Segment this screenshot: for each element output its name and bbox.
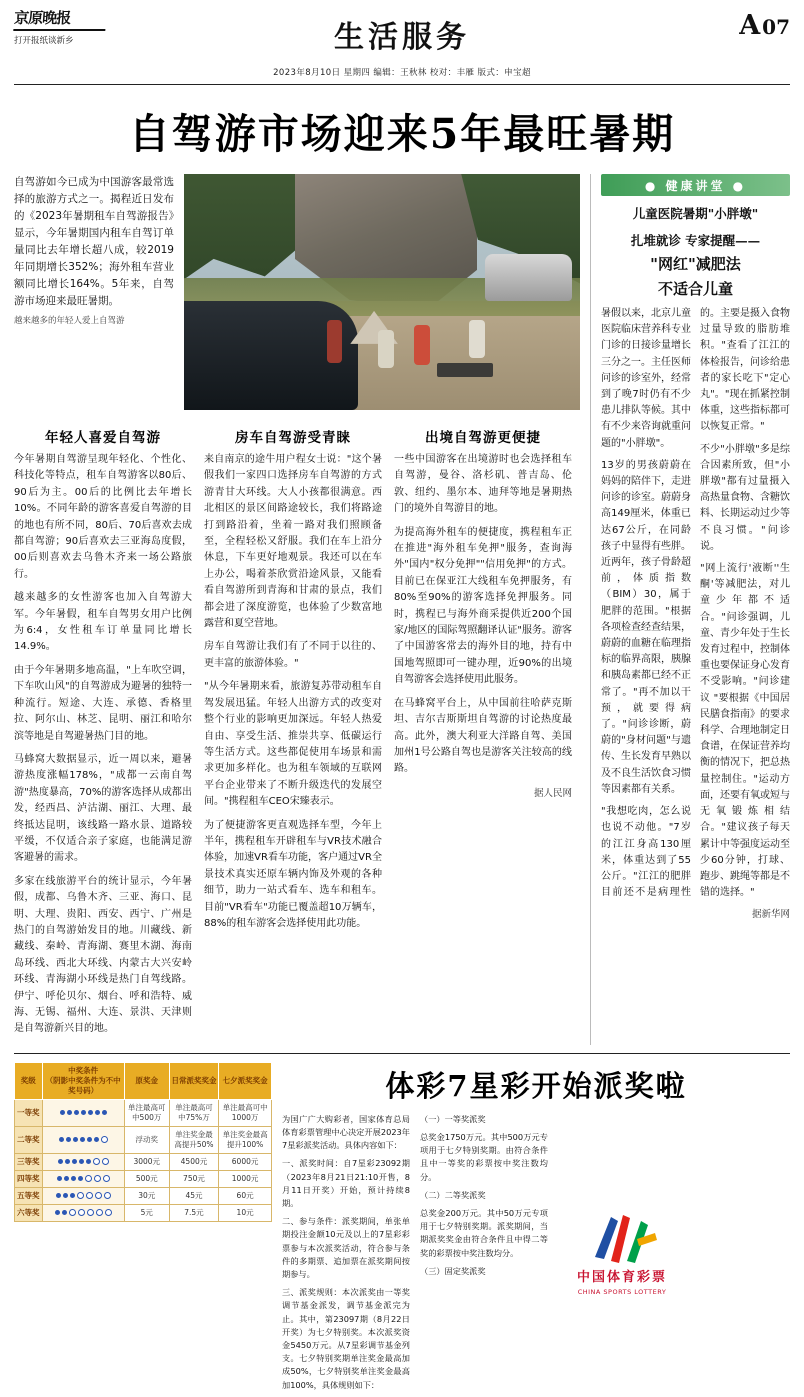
lottery-headline: 体彩7星彩开始派奖啦 <box>385 1068 687 1103</box>
condition-dot <box>62 1210 67 1215</box>
article-column-3 <box>394 420 572 1045</box>
logo-subtitle: 打开报纸谈新乡 <box>14 36 74 46</box>
prize-original: 3000元 <box>124 1153 169 1170</box>
prize-table-wrap <box>14 1062 272 1397</box>
prize-level: 六等奖 <box>15 1204 43 1221</box>
section-title: 生活服务 <box>334 20 470 55</box>
paragraph: 一些中国游客在出境游时也会选择租车自驾游，曼谷、洛杉矶、普吉岛、伦敦、纽约、墨尔本、迪拜等地是暑期热门的境外自驾游目的地。 <box>394 454 572 515</box>
condition-dot <box>101 1136 108 1143</box>
condition-dot <box>88 1110 93 1115</box>
paragraph: 来自南京的途牛用户程女士说："这个暑假我们一家四口选择房车自驾游的方式游青甘大环线。大人小孩都很满意。西北相区的景区间路途较长，我们将路途打到路沿着，坐着一路对我们照顾备至，全程轻松又舒服。我们在车上沿分休息，下车更好地观景。我还可以在车上办公，喝着茶欣赏沿途风景，又能看看自驾游所到青海和甘肃的景点，我们都会进了深度游览，也体验了少数富地露营和夏空营地。 <box>204 454 382 630</box>
page-headline: 自驾游市场迎来5年最旺暑期 <box>128 110 676 158</box>
paragraph: 13岁的男孩蔚蔚在妈妈的陪伴下，走进问诊的诊室。蔚蔚身高149厘米，体重已达67公斤，在同龄孩子中显得有些胖。近两年，孩子骨龄超前，体质指数（BIM）30，属于肥胖的范围。"根据各项检查经查结果，蔚蔚的血糖在临理指标的临界高限，胰腺和胰岛素都已经不正常了。"再不加以干预，就要得病了。"问诊诊断，蔚蔚的"身材问题"与遗传、生长发育早熟以及不良生活饮食习惯等因素都有关系。 <box>601 459 691 795</box>
condition-dot <box>102 1110 107 1115</box>
condition-dot <box>79 1159 84 1164</box>
condition-dot <box>55 1210 60 1215</box>
condition-dot <box>93 1158 100 1165</box>
paragraph: 为国广广大购彩者，国家体育总局体育彩票管理中心决定开展2023年7星彩派奖活动。具体内容如下： <box>282 1113 410 1151</box>
prize-condition <box>42 1153 124 1170</box>
paragraph: 二、参与条件：派奖期间，单张单期投注金额10元及以上的7星彩彩票参与本次派奖活动，符合参与条件的多期票、追加票在派奖期间按期参与。 <box>282 1216 410 1280</box>
paragraph: （一）一等奖派奖 <box>420 1113 486 1124</box>
condition-dot <box>56 1193 61 1198</box>
paragraph: （二）二等奖派奖 <box>420 1189 486 1200</box>
table-row <box>15 1099 272 1126</box>
lead-block <box>14 174 580 410</box>
lottery-right <box>282 1062 790 1397</box>
health-source: 据新华网 <box>751 909 790 921</box>
article-column-1 <box>14 420 192 1045</box>
prize-level: 二等奖 <box>15 1126 43 1153</box>
condition-dot <box>96 1209 103 1216</box>
condition-dot <box>58 1159 63 1164</box>
condition-dot <box>87 1209 94 1216</box>
masthead <box>14 10 790 64</box>
prize-qixi: 10元 <box>219 1204 272 1221</box>
condition-dot <box>60 1110 65 1115</box>
subhead-1: 年轻人喜爱自驾游 <box>45 430 161 446</box>
table-row <box>15 1187 272 1204</box>
paragraph: 为提高海外租车的便捷度，携程租车正在推进"海外租车免押"服务，查询海外"国内"权分免押""信用免押"的方式。目前已在保亚江大线租车免押服务，有80%至90%的游客选择免押服务。同时，携程已与海外商采提供近200个国家/地区的国际驾照翻译认证"服务。游客了中国游客常去的海外目的地，持有中国地驾照即可一键办理，近90%的出境自驾游客会选择使用此服务。 <box>394 526 572 686</box>
paragraph: 不少"小胖墩"多是综合因素所致，但"小胖墩"都有过量摄入高热量食物、含糖饮料、长期运动过少等不良习惯。"问诊说。 <box>700 443 790 552</box>
condition-dot <box>78 1209 85 1216</box>
condition-dot <box>72 1159 77 1164</box>
health-subhead-2: 扎堆就诊 专家提醒—— <box>630 233 761 248</box>
prize-original: 浮动奖 <box>124 1126 169 1153</box>
paragraph: "网上流行'液断''生酮'等减肥法，对儿童少年都不适合。"问诊强调，儿童、青少年处于生长发育过程中，控制体重也要保证身心发育不受影响。"问诊建议 "要根据《中国居民膳食指南》的要求科学、合理地制定日食谱，在保证营养均衡的情况下，把总热量控制住。"运动方面，还要有氧或短与无氧锻炼相结合。"建议孩子每天累计中等强度运动至少60分钟，打球、跑步、跳绳等都是不错的选择。" <box>700 563 790 899</box>
issue-byline: 2023年8月10日 星期四 编辑：王秋林 校对：丰雁 版式：申宝超 <box>273 68 531 78</box>
th-original: 原奖金 <box>124 1062 169 1099</box>
page-letter: A <box>739 10 761 41</box>
prize-qixi: 6000元 <box>219 1153 272 1170</box>
left-zone <box>14 174 580 1045</box>
lottery-columns <box>282 1113 790 1397</box>
prize-condition <box>42 1204 124 1221</box>
paragraph: （三）固定奖派奖 <box>420 1265 486 1276</box>
prize-daily: 750元 <box>169 1170 218 1187</box>
brand-name-cn: 中国体育彩票 <box>576 1269 667 1285</box>
lottery-section <box>14 1053 790 1397</box>
paragraph: 三、派奖规则：本次派奖由一等奖调节基金派发，调节基金派完为止。其中，第23097期（8月22日开奖）为七夕特别奖。本次派奖资金5450万元。从7星彩调节基金列支。七夕特别奖期单注奖金最高加成50%，七夕特别奖单注奖金最高加100%，具体规则如下： <box>282 1287 410 1390</box>
prize-level: 三等奖 <box>15 1153 43 1170</box>
health-column <box>590 174 790 1045</box>
lead-text-wrap <box>14 174 174 410</box>
condition-dot <box>94 1175 101 1182</box>
paragraph: 总奖金1750万元。其中500万元专项用于七夕特别奖期。由符合条件且中一等奖的彩票按中奖注数均分。 <box>420 1132 548 1182</box>
prize-daily: 7.5元 <box>169 1204 218 1221</box>
prize-level: 一等奖 <box>15 1099 43 1126</box>
condition-dot <box>77 1192 84 1199</box>
lottery-brand <box>558 1113 686 1397</box>
table-row <box>15 1170 272 1187</box>
table-header-row <box>15 1062 272 1099</box>
prize-qixi: 1000元 <box>219 1170 272 1187</box>
sports-lottery-logo-icon <box>585 1211 659 1267</box>
condition-dot <box>103 1175 110 1182</box>
paragraph: 暑假以来，北京儿童医院临床营养科专业门诊的日接诊量增长三分之一。主任医师问诊的诊室外，经常到了晚7时仍有不少患儿排队等候。其中有不少来咨询就重问题的"小胖墩"。 <box>601 308 691 449</box>
body-grid <box>14 174 790 1045</box>
condition-dot <box>104 1192 111 1199</box>
prize-qixi: 单注奖金最高提升100% <box>219 1126 272 1153</box>
condition-dot <box>70 1193 75 1198</box>
lottery-column-1 <box>282 1113 410 1397</box>
paragraph: 房车自驾游让我们有了不同于以往的、更丰富的旅游体验。" <box>204 641 382 669</box>
article-column-2 <box>204 420 382 1045</box>
prize-condition <box>42 1170 124 1187</box>
table-row <box>15 1204 272 1221</box>
condition-dot <box>95 1110 100 1115</box>
condition-dot <box>95 1192 102 1199</box>
table-row <box>15 1126 272 1153</box>
condition-dot <box>67 1110 72 1115</box>
th-condition-note: （阴影中奖条件为不中奖号码） <box>45 1075 121 1095</box>
prize-original: 30元 <box>124 1187 169 1204</box>
health-headline-2: 不适合儿童 <box>657 280 733 298</box>
condition-dot <box>65 1159 70 1164</box>
logo-title: 京原晚报 <box>13 10 106 31</box>
health-headline-1: "网红"减肥法 <box>650 255 741 273</box>
prize-daily: 单注奖金最高提升50% <box>169 1126 218 1153</box>
prize-table-body <box>15 1099 272 1221</box>
health-subhead-1: 儿童医院暑期"小胖墩" <box>632 206 759 221</box>
condition-dot <box>86 1159 91 1164</box>
condition-dot <box>59 1137 64 1142</box>
paragraph: 由于今年暑期多地高温，"上车吹空调，下车吹山风"的自驾游成为避暑的独特一种流行。短途、大连、承德、香格里拉、阿尔山、林芝、昆明、丽江和哈尔滨等地是自驾避暑热门目的地。 <box>14 664 192 742</box>
lottery-column-2 <box>420 1113 548 1397</box>
prize-original: 单注最高可中500万 <box>124 1099 169 1126</box>
article-source: 据人民网 <box>533 787 572 799</box>
condition-dot <box>81 1110 86 1115</box>
lead-paragraph: 自驾游如今已成为中国游客最常选择的旅游方式之一。揭程近日发布的《2023年暑期租车自驾游报告》显示，今年暑期国内租车自驾订单量同比去年增长超八成，较2019年同期增长352%；海外租车营业额同比增长164%。5年来，自驾游市场迎来最旺暑期。 <box>14 176 174 307</box>
th-level: 奖级 <box>15 1062 43 1099</box>
th-daily: 日常派奖奖金 <box>169 1062 218 1099</box>
th-qixi: 七夕派奖奖金 <box>219 1062 272 1099</box>
condition-dot <box>64 1176 69 1181</box>
condition-dot <box>105 1209 112 1216</box>
paragraph: 为了便捷游客更直观选择车型，今年上半年，携程租车开辟租车与VR技术融合体验，加速VR看车功能，客户通过VR全景技术真实还原车辆内饰及外观的各种细节，助力一站式看车、选车和租车。目前"VR看车"功能已覆盖超10万辆车，88%的租车游客会选择使用此功能。 <box>204 819 382 929</box>
paragraph: 多家在线旅游平台的统计显示，今年暑假，成都、乌鲁木齐、三亚、海口、昆明、大理、贵阳、西安、西宁、广州是热门的自驾游始发目的地。川藏线、新藏线、秦岭、青海湖、赛里木湖、海南岛环线、西北大环线、内蒙古大兴安岭环线、青海湖小环线是热门自驾线路。伊宁、呼伦贝尔、烟台、呼和浩特、威海、无锡、福州、大连、景洪、天津则是自驾游新兴目的地。 <box>14 875 192 1035</box>
condition-dot <box>87 1137 92 1142</box>
page-number <box>698 10 790 41</box>
paragraph: 马蜂窝大数据显示，近一周以来，避暑游热度涨幅178%，"成都一云南自驾游"热度暴高，70%的游客选择从成都出发，经西昌、泸沽湖、丽江、大理、最终抵达昆明，该线路一路水景、道路较平缓，不仅适合亲子家庭，也能满足游客避暑的需求。 <box>14 753 192 864</box>
prize-condition <box>42 1187 124 1204</box>
condition-dot <box>69 1209 76 1216</box>
condition-dot <box>57 1176 62 1181</box>
th-condition <box>42 1062 124 1099</box>
condition-dot <box>71 1176 76 1181</box>
condition-dot <box>78 1176 83 1181</box>
lead-photo <box>184 174 580 410</box>
prize-table <box>14 1062 272 1222</box>
health-body <box>601 306 790 904</box>
photo-caption: 越来越多的年轻人爱上自驾游 <box>14 316 125 326</box>
subhead-3: 出境自驾游更便捷 <box>425 430 541 446</box>
prize-daily: 45元 <box>169 1187 218 1204</box>
health-banner: ● 健康讲堂 ● <box>601 174 790 196</box>
condition-dot <box>63 1193 68 1198</box>
masthead-divider <box>14 84 790 85</box>
paragraph: 在马蜂窝平台上，从中国前往哈萨克斯坦、吉尔吉斯斯坦自驾游的讨论热度最高。此外，澳大利亚大洋路自驾、美国加州1号公路自驾也是游客关注较高的线路。 <box>394 697 572 775</box>
paragraph: 一、派奖时间：自7星彩23092期（2023年8月21日21:10开售，8月11日开奖）开始，预计持续8期。 <box>282 1158 410 1209</box>
paragraph: 越来越多的女性游客也加入自驾游大军。今年暑假，租车自驾男女用户比例为6:4，女性租车订单量同比增长14.9%。 <box>14 592 192 653</box>
prize-qixi: 60元 <box>219 1187 272 1204</box>
page-number-value: 07 <box>762 15 790 39</box>
brand-name-en: CHINA SPORTS LOTTERY <box>577 1287 667 1296</box>
condition-dot <box>73 1137 78 1142</box>
prize-condition <box>42 1126 124 1153</box>
prize-daily: 4500元 <box>169 1153 218 1170</box>
prize-qixi: 单注最高可中1000万 <box>219 1099 272 1126</box>
condition-dot <box>102 1158 109 1165</box>
condition-dot <box>85 1175 92 1182</box>
prize-condition <box>42 1099 124 1126</box>
condition-dot <box>94 1137 99 1142</box>
condition-dot <box>66 1137 71 1142</box>
table-row <box>15 1153 272 1170</box>
prize-level: 四等奖 <box>15 1170 43 1187</box>
paragraph: 总奖金200万元。其中50万元专项用于七夕特别奖期。派奖期间，当期派奖奖金由符合条件且中得二等奖的彩票按中奖注数均分。 <box>420 1208 548 1258</box>
paragraph: 今年暑期自驾游呈现年轻化、个性化、科技化等特点，租车自驾游客以80后、90后为主。00后的比例比去年增长10%。不同年龄的游客喜爱自驾游的目的地也有所不同，80后、70后喜欢去成都自驾游；90后喜欢去三亚海岛度假，00后则喜欢去乌鲁木齐来一场公路旅行。 <box>14 454 192 580</box>
condition-dot <box>86 1192 93 1199</box>
paragraph: "从今年暑期来看，旅游复苏带动租车自驾发展迅猛。年轻人出游方式的改变对整个行业的影响更加深远。年轻人热爱自由、享受生活、推崇共享、低碳运行等生活方式。这些都促使用车场景和需求更加多样化。也为租车领域的互联网平台企业带来了不断升级迭代的发展空间。"携程租车CEO宋臻表示。 <box>204 681 382 808</box>
prize-original: 5元 <box>124 1204 169 1221</box>
prize-original: 500元 <box>124 1170 169 1187</box>
subhead-2: 房车自驾游受青睐 <box>235 430 351 446</box>
condition-dot <box>74 1110 79 1115</box>
prize-daily: 单注最高可中75%万 <box>169 1099 218 1126</box>
th-condition-label: 中奖条件 <box>68 1065 99 1075</box>
paragraph: "我想吃肉，怎么说也说不动他。"7岁的江江身高130厘米，体重达到了55公斤。"江江的肥胖目前还不是病理性的。主要是摄入食物过量导致的脂肪堆积。"查看了江江的体检报告，问诊给患者的家长吃下"定心丸"。"现在抓紧控制体重，这些指标都可以恢复正常。" <box>601 308 790 899</box>
article-columns <box>14 420 580 1045</box>
prize-level: 五等奖 <box>15 1187 43 1204</box>
condition-dot <box>80 1137 85 1142</box>
newspaper-logo <box>14 10 106 46</box>
